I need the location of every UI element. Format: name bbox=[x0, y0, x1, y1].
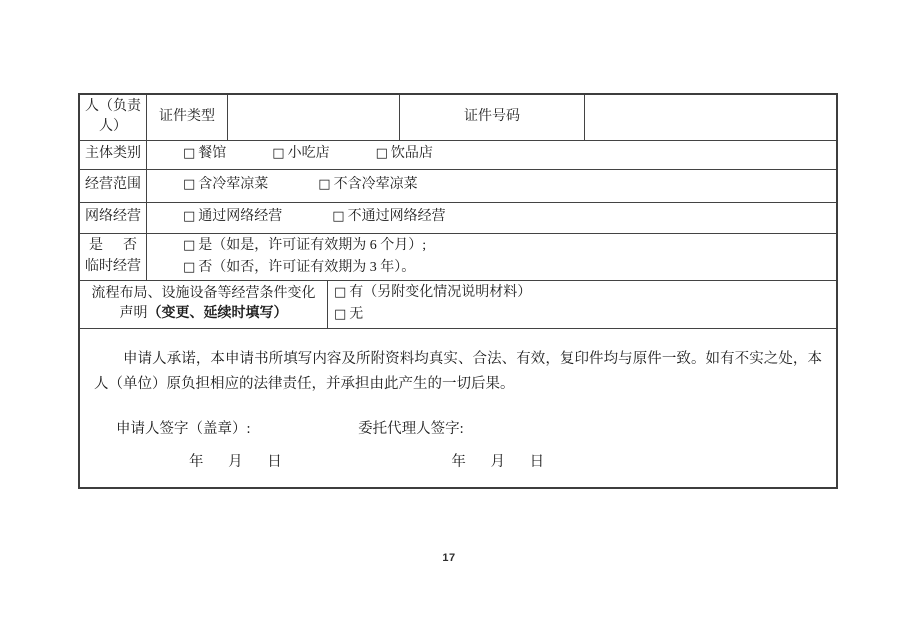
option-label: 饮品店 bbox=[390, 146, 433, 162]
condition-change-label-normal: 声明 bbox=[119, 306, 148, 322]
row-network-operation bbox=[80, 203, 836, 234]
declaration-statement: 申请人承诺，本申请书所填写内容及所附资料均真实、合法、有效，复印件均与原件一致。如有不实之处，本人（单位）原负担相应的法律责任，并承担由此产生的一切后果。 bbox=[94, 350, 822, 392]
option-label: 餐馆 bbox=[198, 146, 227, 162]
cert-type-label: 证件类型 bbox=[147, 95, 228, 140]
condition-change-label-line2 bbox=[120, 304, 288, 324]
checkbox-icon[interactable]: □ bbox=[375, 146, 388, 162]
option-beverage-shop[interactable] bbox=[376, 144, 433, 164]
network-operation-options bbox=[147, 203, 836, 233]
temporary-label-no-char: 否 bbox=[123, 238, 137, 254]
application-form-table bbox=[78, 93, 838, 489]
option-label: 不含冷荤凉菜 bbox=[333, 177, 418, 193]
page-number: 17 bbox=[442, 552, 456, 564]
temporary-label-line2: 临时经营 bbox=[85, 258, 141, 274]
checkbox-icon[interactable]: □ bbox=[183, 209, 196, 225]
option-label: 不通过网络经营 bbox=[347, 209, 446, 225]
option-via-network[interactable] bbox=[183, 207, 282, 227]
condition-change-label-cell bbox=[80, 281, 328, 328]
agent-date-year: 年 bbox=[451, 453, 466, 470]
option-label: 通过网络经营 bbox=[198, 209, 283, 225]
checkbox-icon[interactable]: □ bbox=[183, 237, 196, 253]
signature-line bbox=[94, 419, 822, 440]
checkbox-icon[interactable]: □ bbox=[334, 307, 347, 323]
applicant-date-day: 日 bbox=[267, 453, 282, 470]
condition-change-options bbox=[328, 281, 836, 328]
row-temporary-operation bbox=[80, 234, 836, 281]
row-certificate bbox=[80, 95, 836, 141]
agent-signature-label: 委托代理人签字: bbox=[358, 420, 464, 437]
option-label: 是（如是，许可证有效期为 6 个月）; bbox=[198, 237, 427, 253]
subject-type-options bbox=[147, 141, 836, 169]
cert-number-value-field[interactable] bbox=[585, 95, 836, 140]
option-with-cold-dishes[interactable] bbox=[183, 175, 268, 195]
applicant-signature-label: 申请人签字（盖章）: bbox=[116, 420, 251, 437]
business-scope-options bbox=[147, 170, 836, 202]
network-operation-label: 网络经营 bbox=[80, 203, 147, 233]
temporary-operation-label-cell bbox=[80, 234, 147, 280]
checkbox-icon[interactable]: □ bbox=[183, 177, 196, 193]
applicant-date-month: 月 bbox=[228, 453, 243, 470]
checkbox-icon[interactable]: □ bbox=[272, 146, 285, 162]
subject-type-label: 主体类别 bbox=[80, 141, 147, 169]
person-label-cell bbox=[80, 95, 147, 140]
checkbox-icon[interactable]: □ bbox=[334, 285, 347, 301]
option-temporary-no[interactable] bbox=[183, 257, 836, 279]
row-business-scope bbox=[80, 170, 836, 203]
checkbox-icon[interactable]: □ bbox=[183, 146, 196, 162]
person-label-line2: 人） bbox=[99, 119, 127, 135]
date-line bbox=[94, 452, 822, 473]
option-without-cold-dishes[interactable] bbox=[318, 175, 417, 195]
checkbox-icon[interactable]: □ bbox=[183, 259, 196, 275]
cert-type-value-field[interactable] bbox=[228, 95, 400, 140]
cert-number-label: 证件号码 bbox=[400, 95, 585, 140]
option-temporary-yes[interactable] bbox=[183, 235, 836, 257]
person-label-line1: 人（负责 bbox=[85, 99, 141, 114]
temporary-operation-options bbox=[147, 234, 836, 280]
agent-date-day: 日 bbox=[529, 453, 545, 470]
checkbox-icon[interactable]: □ bbox=[318, 177, 331, 193]
temporary-label-yes-char: 是 bbox=[89, 238, 103, 254]
option-not-via-network[interactable] bbox=[332, 207, 445, 227]
applicant-date-year: 年 bbox=[189, 453, 204, 470]
option-label: 有（另附变化情况说明材料） bbox=[349, 285, 532, 301]
condition-change-label-bold: （变更、延续时填写） bbox=[147, 306, 288, 322]
business-scope-label: 经营范围 bbox=[80, 170, 147, 202]
declaration-cell bbox=[80, 329, 836, 487]
option-restaurant[interactable] bbox=[183, 144, 226, 164]
row-subject-type bbox=[80, 141, 836, 170]
option-label: 含冷荤凉菜 bbox=[198, 177, 269, 193]
option-snack-shop[interactable] bbox=[272, 144, 329, 164]
row-condition-change bbox=[80, 281, 836, 329]
agent-date-month: 月 bbox=[490, 453, 505, 470]
option-label: 小吃店 bbox=[287, 146, 330, 162]
option-change-no[interactable] bbox=[334, 304, 836, 326]
condition-change-label-line1: 流程布局、设施设备等经营条件变化 bbox=[91, 285, 316, 301]
row-declaration bbox=[80, 329, 836, 487]
option-label: 否（如否，许可证有效期为 3 年）。 bbox=[198, 259, 416, 275]
option-label: 无 bbox=[349, 307, 364, 323]
option-change-yes[interactable] bbox=[334, 282, 836, 304]
temporary-label-line1 bbox=[83, 236, 143, 256]
checkbox-icon[interactable]: □ bbox=[332, 209, 345, 225]
